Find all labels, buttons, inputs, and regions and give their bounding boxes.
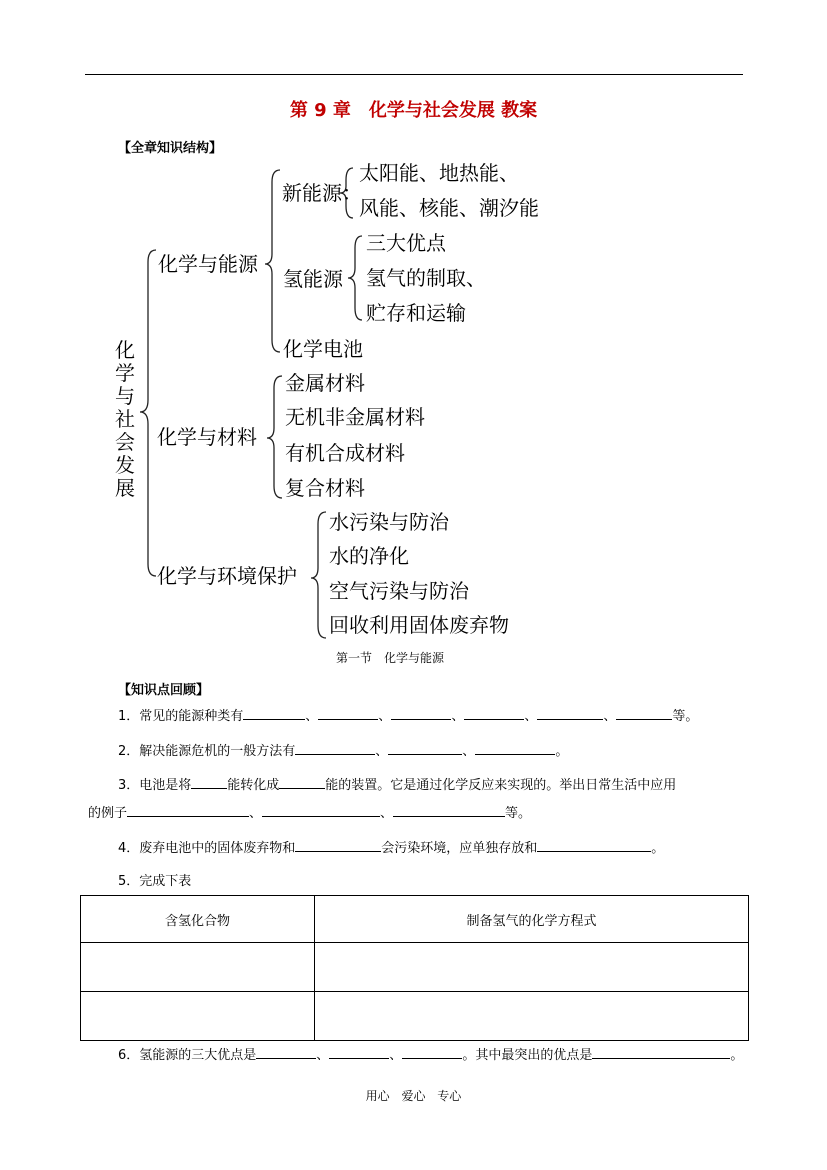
table-cell-equation[interactable] (315, 943, 749, 992)
table-cell-compound[interactable] (81, 992, 315, 1041)
branch-materials: 化学与材料 (157, 425, 257, 449)
q1-blank-6[interactable] (616, 706, 672, 720)
leaf-materials-4: 复合材料 (285, 476, 365, 500)
node-chemical-battery: 化学电池 (283, 337, 363, 361)
brace-energy (265, 170, 280, 352)
question-6: 6．氢能源的三大优点是 、 、 。其中最突出的优点是 。 (118, 1044, 743, 1063)
q2-blank-1[interactable] (295, 741, 375, 755)
table-header-row (81, 896, 749, 943)
leaf-hydrogen-3: 贮存和运输 (366, 301, 466, 325)
table-cell-equation[interactable] (315, 992, 749, 1041)
q6-blank-3[interactable] (402, 1045, 462, 1059)
q1-text: 1．常见的能源种类有 (118, 709, 244, 724)
q1-blank-4[interactable] (464, 706, 524, 720)
leaf-environment-3: 空气污染与防治 (329, 579, 469, 603)
table-row (81, 943, 749, 992)
leaf-environment-4: 回收利用固体废弃物 (329, 613, 509, 637)
section-title: 第一节 化学与能源 (336, 651, 445, 665)
node-hydrogen: 氢能源 (283, 267, 343, 291)
leaf-environment-2: 水的净化 (329, 544, 409, 568)
q6-text: 6．氢能源的三大优点是 (118, 1048, 257, 1063)
question-3-line-1: 3．电池是将 能转化成 能的装置。它是通过化学反应来实现的。举出日常生活中应用 (118, 774, 676, 793)
question-2: 2．解决能源危机的一般方法有 、 、 。 (118, 740, 568, 759)
q6-blank-4[interactable] (592, 1045, 730, 1059)
leaf-new-energy-1: 太阳能、地热能、 (359, 161, 519, 185)
table-cell-compound[interactable] (81, 943, 315, 992)
tree-root: 化学与社会发展 (115, 338, 135, 500)
branch-environment: 化学与环境保护 (157, 564, 297, 588)
brace-root (140, 250, 156, 576)
table-header-compound: 含氢化合物 (81, 896, 315, 943)
leaf-hydrogen-1: 三大优点 (366, 231, 446, 255)
q1-blank-1[interactable] (243, 706, 305, 720)
q2-blank-3[interactable] (475, 741, 555, 755)
q2-blank-2[interactable] (388, 741, 462, 755)
page-title: 第 9 章 化学与社会发展 教案 (289, 100, 538, 121)
q1-blank-5[interactable] (537, 706, 603, 720)
brace-materials (267, 376, 282, 498)
question-4: 4．废弃电池中的固体废弃物和 会污染环境，应单独存放和 。 (118, 837, 664, 856)
table-header-equation: 制备氢气的化学方程式 (315, 896, 749, 943)
structure-heading: 【全章知识结构】 (118, 141, 223, 156)
question-5: 5．完成下表 (118, 874, 192, 889)
q4-blank-1[interactable] (295, 838, 381, 852)
q4-blank-2[interactable] (537, 838, 651, 852)
q3-blank-1[interactable] (191, 775, 227, 789)
branch-energy: 化学与能源 (158, 252, 258, 276)
leaf-hydrogen-2: 氢气的制取、 (366, 266, 486, 290)
brace-environment (311, 512, 326, 638)
leaf-materials-1: 金属材料 (285, 371, 365, 395)
q1-blank-2[interactable] (318, 706, 378, 720)
q4-text: 4．废弃电池中的固体废弃物和 (118, 841, 296, 856)
leaf-materials-3: 有机合成材料 (285, 441, 405, 465)
question-3-line-2: 的例子 、 、 等。 (88, 802, 531, 821)
q3-blank-4[interactable] (262, 803, 380, 817)
brace-hydrogen (348, 236, 362, 320)
q3-text: 3．电池是将 (118, 778, 192, 793)
q3-blank-5[interactable] (393, 803, 505, 817)
table-row (81, 992, 749, 1041)
leaf-new-energy-2: 风能、核能、潮汐能 (359, 196, 539, 220)
question-1: 1．常见的能源种类有 、 、 、 、 、 等。 (118, 705, 698, 724)
q3-blank-3[interactable] (127, 803, 249, 817)
q3-blank-2[interactable] (279, 775, 325, 789)
review-heading: 【知识点回顾】 (118, 683, 210, 698)
page-footer: 用心 爱心 专心 (365, 1089, 462, 1103)
q2-text: 2．解决能源危机的一般方法有 (118, 744, 296, 759)
leaf-environment-1: 水污染与防治 (329, 510, 449, 534)
node-new-energy: 新能源： (282, 181, 362, 205)
hydrogen-compound-table (80, 895, 749, 1041)
q6-blank-2[interactable] (329, 1045, 389, 1059)
leaf-materials-2: 无机非金属材料 (285, 405, 425, 429)
q6-blank-1[interactable] (256, 1045, 316, 1059)
q1-blank-3[interactable] (391, 706, 451, 720)
